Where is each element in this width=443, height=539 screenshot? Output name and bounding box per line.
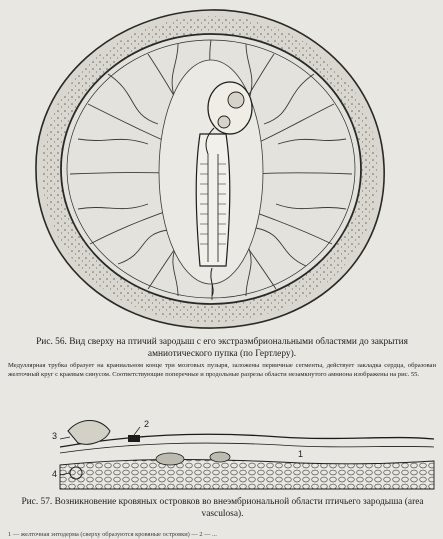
figure-57-caption-text: Возникновение кровяных островков во внеэмбриональной области птичьего зародыша (area vasculosa). — [54, 497, 424, 519]
label-3: 3 — [52, 431, 58, 441]
figure-57-legend-partial: 1 — желточная энтодерма (сверху образуются кровяные островки) — 2 — ... — [8, 531, 217, 538]
figure-57-caption — [10, 497, 435, 520]
figure-56-caption-text: Вид сверху на птичий зародыш с его экстраэмбриональными областями до закрытия амниотического пупка (по Гертлеру). — [69, 337, 408, 359]
figure-57-cross-section-illustration — [50, 413, 435, 495]
label-4: 4 — [52, 469, 58, 479]
figure-56-note: Медуллярная трубка образует на краниальном конце три мозговых пузыря, заложены первичные сегменты, действует закладка сердца, образован желточный круг с краевым синусом. Соответствующие поперечные и продольные разрезы области незамкнутого амниона изображены на рис. 55. — [8, 362, 436, 378]
label-2: 2 — [144, 419, 150, 429]
label-1: 1 — [298, 449, 304, 459]
figure-57-caption-lead: Рис. 57. — [21, 497, 53, 507]
yolk-layer — [60, 460, 434, 490]
figure-56-caption-lead: Рис. 56. — [36, 337, 67, 347]
figure-56-embryo-illustration — [28, 4, 393, 332]
figure-56-caption — [8, 337, 436, 360]
